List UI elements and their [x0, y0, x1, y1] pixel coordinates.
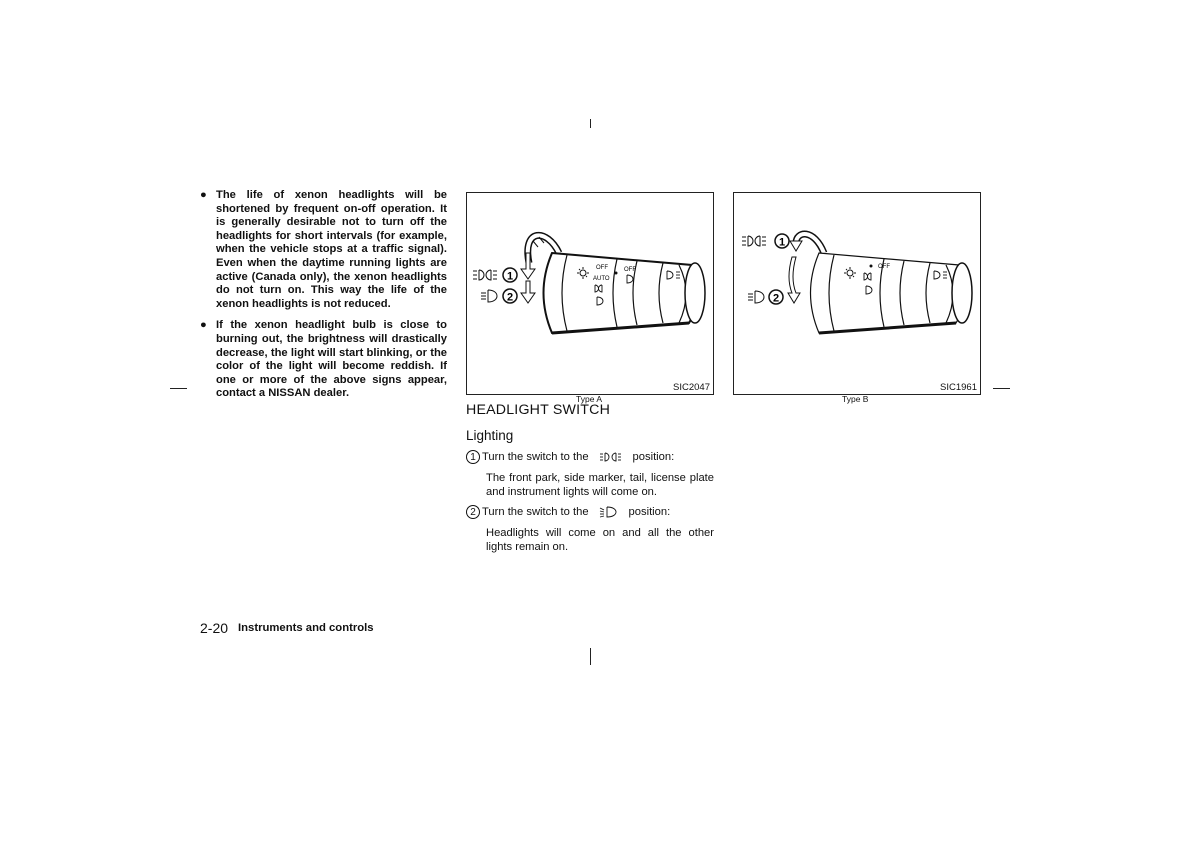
parking-lights-icon: [599, 451, 625, 463]
step-number-circle: 2: [466, 505, 480, 519]
step-number-2: 2: [506, 291, 514, 304]
down-arrow-icon: [521, 281, 535, 303]
figure-caption: Type B: [842, 394, 869, 404]
step-text-prefix: Turn the switch to the: [482, 506, 589, 518]
crop-mark-bottom: [590, 648, 591, 665]
headlight-switch-type-a-illustration: [467, 193, 713, 394]
crop-mark-top: [590, 119, 591, 128]
position-dot: [870, 265, 873, 268]
step-1-detail: The front park, side marker, tail, license plate and instrument lights will come on.: [486, 472, 714, 499]
position-dot: [615, 272, 618, 275]
section-title: HEADLIGHT SWITCH: [466, 402, 611, 418]
step-number-1: 1: [778, 236, 786, 249]
bullet-text: If the xenon headlight bulb is close to burning out, the brightness will drastically decrease, the light will start blinking, or the color of the light will become reddish. If one or more of the above signs appear, contact a NISSAN dealer.: [216, 319, 447, 400]
off-label: OFF: [596, 265, 608, 271]
step-2-detail: Headlights will come on and all the other lights remain on.: [486, 527, 714, 554]
headlight-icon: [481, 290, 497, 302]
bullet-item: [200, 189, 447, 311]
down-arrow-icon: [521, 253, 535, 279]
figure-type-a: [466, 192, 714, 395]
step-1: [466, 450, 674, 464]
off-label: OFF: [878, 264, 890, 270]
step-number-2: 2: [772, 292, 780, 305]
step-text-suffix: position:: [628, 506, 671, 518]
step-number-circle: 1: [466, 450, 480, 464]
down-arrow-icon: [788, 257, 800, 303]
step-number-1: 1: [506, 270, 514, 283]
xenon-bullet-list: [200, 189, 447, 409]
bullet-item: [200, 319, 447, 401]
step-text-suffix: position:: [632, 451, 675, 463]
step-text-prefix: Turn the switch to the: [482, 451, 589, 463]
switch-stalk: [544, 253, 706, 333]
section-subtitle: Lighting: [466, 428, 514, 443]
crop-mark-right: [993, 388, 1010, 389]
figure-type-b: [733, 192, 981, 395]
crop-mark-left: [170, 388, 187, 389]
headlight-switch-type-b-illustration: [734, 193, 980, 394]
headlight-icon: [748, 291, 764, 303]
bullet-icon: ●: [200, 189, 207, 201]
figure-code: SIC1961: [940, 382, 977, 393]
switch-stalk: [811, 253, 973, 333]
figure-code: SIC2047: [673, 382, 710, 393]
step-2: [466, 505, 670, 519]
off-label: OFF: [624, 267, 636, 273]
auto-label: AUTO: [593, 276, 610, 282]
chapter-title: Instruments and controls: [238, 622, 374, 634]
page-number: 2-20: [200, 620, 229, 636]
bullet-icon: ●: [200, 319, 207, 332]
bullet-text: The life of xenon headlights will be shortened by frequent on-off operation. It is generally desirable not to turn off the headlights for short intervals (for example, when the vehicle stops at a traffic signal). Even when the daytime running lights are active (Canada only), the xenon headlights do not turn on. This way the life of the xenon headlights is not reduced.: [216, 189, 447, 310]
figure-caption: Type A: [576, 394, 602, 404]
parking-lights-icon: [742, 236, 766, 246]
headlight-icon: [599, 505, 621, 519]
parking-lights-icon: [473, 270, 497, 280]
